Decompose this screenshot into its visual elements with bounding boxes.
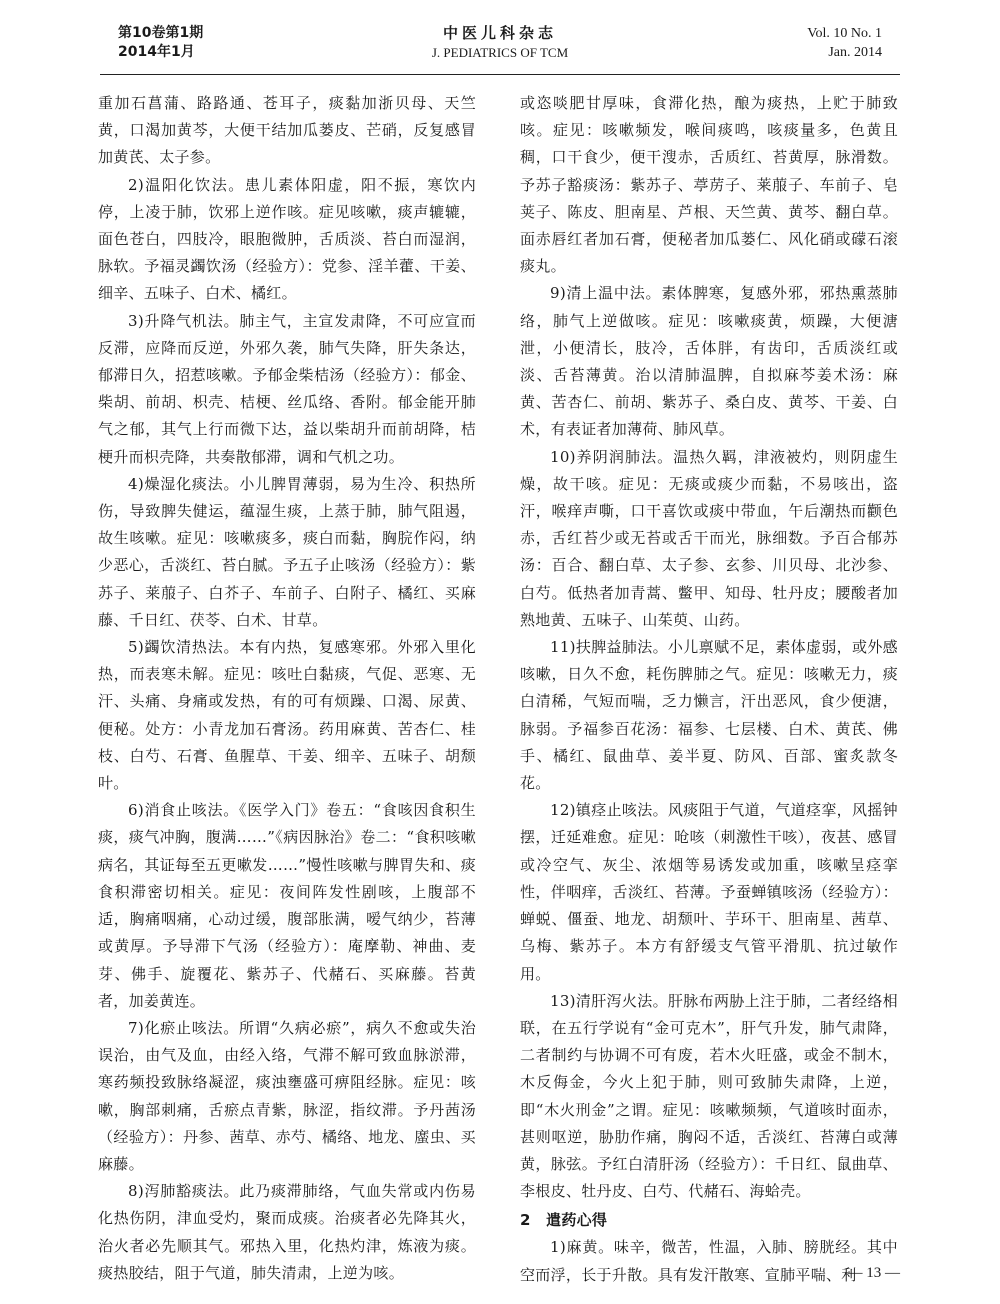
- issue-date-en: Jan. 2014: [828, 45, 882, 60]
- header-divider: [100, 74, 900, 75]
- paragraph: 10)养阴润肺法。温热久羁，津液被灼，则阴虚生燥，故干咳。症见：无痰或痰少而黏，不易咳出，盗汗，喉痒声嘶，口干喜饮或痰中带血，午后潮热而颧色赤，舌红苔少或无苔或舌干而光，脉细数。予百合郁苏汤：百合、翻白草、太子参、玄参、川贝母、北沙参、白芍。低热者加青蒿、鳖甲、知母、牡丹皮；腰酸者加熟地黄、五味子、山茱萸、山药。: [520, 447, 898, 629]
- journal-title-cn: 中医儿科杂志: [442, 24, 557, 42]
- paragraph: 6)消食止咳法。《医学入门》卷五：“食咳因食积生痰，痰气冲胸，腹满……”《病因脉治》卷二：“食积咳嗽病名，其证每至五更嗽发……”慢性咳嗽与脾胃失和、痰食积滞密切相关。症见：夜间阵发性剧咳，上腹部不适，胸痛咽痛，心动过缓，腹部胀满，嗳气纳少，苔薄或黄厚。予导滞下气汤（经验方）：庵摩勒、神曲、麦芽、佛手、旋覆花、紫苏子、代赭石、买麻藤。苔黄者，加姜黄连。: [98, 801, 476, 1010]
- volume-issue: 第10卷第1期: [118, 25, 204, 41]
- paragraph: 1)麻黄。味辛，微苦，性温，入肺、膀胱经。其中空而浮，长于升散。具有发汗散寒、宣肺平喘、利: [520, 1238, 898, 1284]
- paragraph: 8)泻肺豁痰法。此乃痰滞肺络，气血失常或内伤易化热伤阴，津血受灼，聚而成痰。治痰者必先降其火，治火者必先顺其气。邪热入里，化热灼津，炼液为痰。痰热胶结，阻于气道，肺失清肃，上逆为咳。: [98, 1182, 476, 1282]
- paragraph: 7)化瘀止咳法。所谓“久病必瘀”，病久不愈或失治误治，由气及血，由经入络，气滞不解可致血脉淤滞，寒药频投致脉络凝涩，痰浊壅盛可痹阻经脉。症见：咳嗽，胸部刺痛，舌瘀点青紫，脉涩，指纹滞。予丹茜汤（经验方）：丹参、茜草、赤芍、橘络、地龙、䗪虫、买麻藤。: [98, 1018, 476, 1173]
- paragraph: 或恣啖肥甘厚味，食滞化热，酿为痰热，上贮于肺致咳。症见：咳嗽频发，喉间痰鸣，咳痰量多，色黄且稠，口干食少，便干溲赤，舌质红、苔黄厚，脉滑数。予苏子豁痰汤：紫苏子、葶苈子、莱菔子、车前子、皂荚子、陈皮、胆南星、芦根、天竺黄、黄芩、翻白草。面赤唇红者加石膏，便秘者加瓜蒌仁、风化硝或礞石滚痰丸。: [520, 94, 898, 276]
- paragraph: 5)蠲饮清热法。本有内热，复感寒邪。外邪入里化热，而表寒未解。症见：咳吐白黏痰，气促、恶寒、无汗、头痛、身痛或发热，有的可有烦躁、口渴、尿黄、便秘。处方：小青龙加石膏汤。药用麻黄、苦杏仁、桂枝、白芍、石膏、鱼腥草、干姜、细辛、五味子、胡颓叶。: [98, 638, 476, 793]
- page-number: — 13 —: [847, 1265, 900, 1281]
- paragraph: 13)清肝泻火法。肝脉布两胁上注于肺，二者经络相联，在五行学说有“金可克木”，肝气升发，肺气肃降，二者制约与协调不可有废，若木火旺盛，或金不制木，木反侮金，今火上犯于肺，则可致肺失肃降，上逆，即“木火刑金”之谓。症见：咳嗽频频，气道咳时面赤，甚则呕逆，胁肋作痛，胸闷不适，舌淡红、苔薄白或薄黄，脉弦。予红白清肝汤（经验方）：千日红、鼠曲草、李根皮、牡丹皮、白芍、代赭石、海蛤壳。: [520, 991, 898, 1201]
- right-column: [520, 90, 898, 1289]
- paragraph: 4)燥湿化痰法。小儿脾胃薄弱，易为生冷、积热所伤，导致脾失健运，蕴湿生痰，上蒸于肺，肺气阻遏，故生咳嗽。症见：咳嗽痰多，痰白而黏，胸脘作闷，纳少恶心，舌淡红、苔白腻。予五子止咳汤（经验方）：紫苏子、莱菔子、白芥子、车前子、白附子、橘红、买麻藤、千日红、茯苓、白术、甘草。: [98, 474, 476, 629]
- paragraph: 11)扶脾益肺法。小儿禀赋不足，素体虚弱，或外感咳嗽，日久不愈，耗伤脾肺之气。症见：咳嗽无力，痰白清稀，气短而喘，乏力懒言，汗出恶风，食少便溏，脉弱。予福参百花汤：福参、七层楼、白术、黄芪、佛手、橘红、鼠曲草、姜半夏、防风、百部、蜜炙款冬花。: [520, 638, 898, 793]
- paragraph: 重加石菖蒲、路路通、苍耳子，痰黏加浙贝母、天竺黄，口渴加黄芩，大便干结加瓜蒌皮、芒硝，反复感冒加黄芪、太子参。: [98, 94, 476, 167]
- paragraph: 9)清上温中法。素体脾寒，复感外邪，邪热熏蒸肺络，肺气上逆做咳。症见：咳嗽痰黄，烦躁，大便溏泄，小便清长，肢冷，舌体胖，有齿印，舌质淡红或淡、舌苔薄黄。治以清肺温脾，自拟麻芩姜术汤：麻黄、苦杏仁、前胡、紫苏子、桑白皮、黄芩、干姜、白术，有表证者加薄荷、肺风草。: [520, 284, 898, 439]
- section-heading: 2 遣药心得: [520, 1211, 608, 1230]
- paragraph: 3)升降气机法。肺主气，主宣发肃降，不可应宣而反滞，应降而反逆，外邪久袭，肺气失降，肝失条达，郁滞日久，招惹咳嗽。予郁金柴桔汤（经验方）：郁金、柴胡、前胡、枳壳、桔梗、丝瓜络、香附。郁金能开肺气之郁，其气上行而微下达，益以柴胡升而前胡降，桔梗升而枳壳降，共奏散郁滞，调和气机之功。: [98, 311, 476, 466]
- issue-date: 2014年1月: [118, 44, 195, 60]
- page-header: [0, 0, 1000, 80]
- journal-title-en: J. PEDIATRICS OF TCM: [431, 45, 569, 60]
- paragraph: 12)镇痉止咳法。风痰阻于气道，气道痉挛，风摇钟摆，迁延难愈。症见：呛咳（刺激性干咳），夜甚、感冒或冷空气、灰尘、浓烟等易诱发或加重，咳嗽呈痉挛性，伴咽痒，舌淡红、苔薄。予蚕蝉镇咳汤（经验方）：蝉蜕、僵蚕、地龙、胡颓叶、芋环干、胆南星、茜草、乌梅、紫苏子。本方有舒缓支气管平滑肌、抗过敏作用。: [520, 801, 898, 983]
- journal-volume-info-en: [807, 24, 882, 62]
- paragraph: 2)温阳化饮法。患儿素体阳虚，阳不振，寒饮内停，上凌于肺，饮邪上逆作咳。症见咳嗽，痰声辘辘，面色苍白，四肢冷，眼胞微肿，舌质淡、苔白而湿润，脉软。予福灵蠲饮汤（经验方）：党参、淫羊藿、干姜、细辛、五味子、白术、橘红。: [98, 175, 476, 303]
- left-column: [98, 90, 476, 1287]
- volume-number-en: Vol. 10 No. 1: [807, 26, 882, 41]
